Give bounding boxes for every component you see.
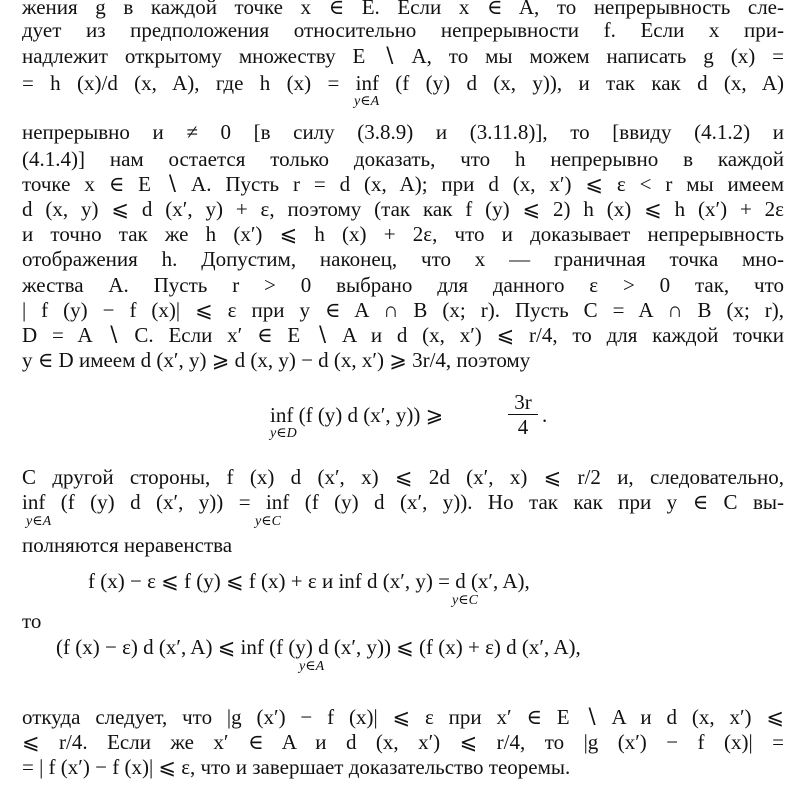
inf-subscript: y∈C	[255, 514, 281, 529]
text-line: и точно так же h (x′) ⩽ h (x) + 2ε, что и доказывает непрерывность	[22, 222, 784, 246]
inf-subscript: y∈A	[354, 94, 380, 109]
connector-word: то	[22, 609, 42, 633]
inf-subscript: y∈C	[452, 593, 478, 608]
text-line: жества A. Пусть r > 0 выбрано для данного ε > 0 так, что	[22, 273, 784, 297]
text-line: жения g в каждой точке x ∈ E. Если x ∈ A, то непрерывность сле-	[22, 0, 784, 19]
text-line: | f (y) − f (x)| ⩽ ε при y ∈ A ∩ B (x; r). Пусть C = A ∩ B (x; r),	[22, 298, 784, 322]
display-formula-3: (f (x) − ε) d (x′, A) ⩽ inf (f (y) d (x′, y)) ⩽ (f (x) + ε) d (x′, A),	[56, 635, 581, 659]
text-line: d (x, y) ⩽ d (x′, y) + ε, поэтому (так как f (y) ⩽ 2) h (x) ⩽ h (x′) + 2ε	[22, 197, 784, 221]
text-line: откуда следует, что |g (x′) − f (x)| ⩽ ε при x′ ∈ E ∖ A и d (x, x′) ⩽	[22, 705, 784, 729]
display-formula-2: f (x) − ε ⩽ f (y) ⩽ f (x) + ε и inf d (x′, y) = d (x′, A),	[88, 569, 530, 593]
text-line: ⩽ r/4. Если же x′ ∈ A и d (x, x′) ⩽ r/4, то |g (x′) − f (x)| =	[22, 730, 784, 754]
inf-subscript: y∈A	[26, 514, 52, 529]
inf-subscript: y∈D	[270, 426, 297, 441]
fraction-denominator: 4	[517, 415, 529, 439]
fraction-numerator: 3r	[508, 390, 538, 415]
text-line: С другой стороны, f (x) d (x′, x) ⩽ 2d (x′, x) ⩽ r/2 и, следовательно,	[22, 465, 784, 489]
text-line: дует из предположения относительно непрерывности f. Если x при-	[22, 18, 784, 42]
text-line: полняются неравенства	[22, 533, 233, 557]
text-line: = h (x)/d (x, A), где h (x) = inf (f (y) d (x, y)), и так как d (x, A)	[22, 71, 784, 95]
text-line: (4.1.4)] нам остается только доказать, что h непрерывно в каждой	[22, 147, 784, 171]
text-line: непрерывно и ≠ 0 [в силу (3.8.9) и (3.11.8)], то [ввиду (4.1.2) и	[22, 120, 784, 144]
text-line: надлежит открытому множеству E ∖ A, то мы можем написать g (x) =	[22, 44, 784, 68]
fraction	[508, 390, 538, 439]
inf-subscript: y∈A	[299, 659, 325, 674]
display-formula-1: inf (f (y) d (x′, y)) ⩾	[270, 403, 444, 427]
text-line: отображения h. Допустим, наконец, что x — граничная точка мно-	[22, 247, 784, 271]
text-line: inf (f (y) d (x′, y)) = inf (f (y) d (x′, y)). Но так как при y ∈ C вы-	[22, 490, 784, 514]
text-line: y ∈ D имеем d (x′, y) ⩾ d (x, y) − d (x, x′) ⩾ 3r/4, поэтому	[22, 348, 531, 372]
text-line: = | f (x′) − f (x)| ⩽ ε, что и завершает доказательство теоремы.	[22, 755, 571, 779]
text-line: D = A ∖ C. Если x′ ∈ E ∖ A и d (x, x′) ⩽ r/4, то для каждой точки	[22, 323, 784, 347]
text-line: точке x ∈ E ∖ A. Пусть r = d (x, A); при d (x, x′) ⩽ ε < r мы имеем	[22, 172, 784, 196]
formula-period: .	[542, 403, 548, 427]
